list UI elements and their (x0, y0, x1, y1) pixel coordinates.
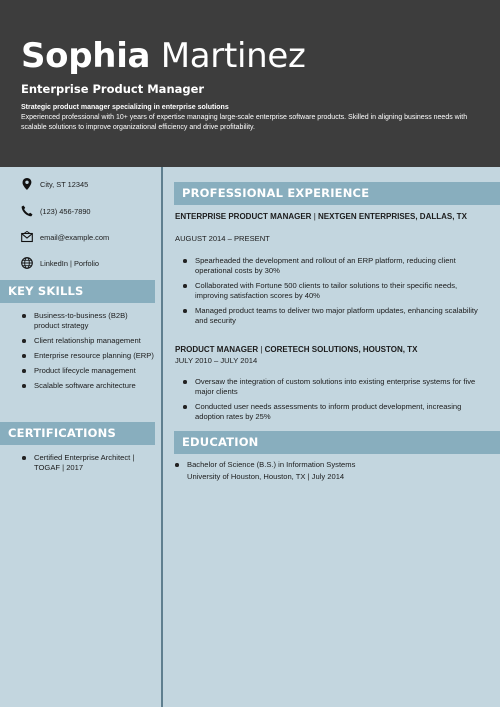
phone-text: (123) 456-7890 (40, 206, 91, 216)
job-bullet: Spearheaded the development and rollout of an ERP platform, reducing client operational costs by 30% (183, 256, 483, 276)
job-bullet: Managed product teams to deliver two major platform updates, enhancing scalability and security (183, 306, 483, 326)
certification-item: Certified Enterprise Architect | TOGAF | 2017 (22, 453, 154, 473)
resume-header (0, 0, 500, 167)
job-bullet: Conducted user needs assessments to inform product development, increasing adoption rates by 25% (183, 402, 483, 422)
job-bullet: Collaborated with Fortune 500 clients to tailor solutions to their specific needs, improving satisfaction scores by 40% (183, 281, 483, 301)
email-icon (21, 231, 33, 243)
degree-text: Bachelor of Science (B.S.) in Information Systems (175, 459, 475, 471)
skills-heading: KEY SKILLS (0, 280, 155, 303)
certifications-heading: CERTIFICATIONS (0, 422, 155, 445)
location-pin-icon (21, 178, 33, 190)
candidate-name (21, 36, 306, 76)
phone-icon (21, 205, 33, 217)
contact-email[interactable] (21, 230, 109, 244)
job-company: CORETECH SOLUTIONS, HOUSTON, TX (264, 345, 418, 354)
skill-item: Business-to-business (B2B) product strategy (22, 311, 154, 331)
job-title: PRODUCT MANAGER (175, 345, 259, 354)
job-heading (175, 345, 480, 355)
location-text: City, ST 12345 (40, 179, 89, 189)
job-bullets (183, 377, 483, 427)
job-title: Enterprise Product Manager (21, 82, 205, 96)
job-company: NEXTGEN ENTERPRISES, DALLAS, TX (318, 212, 467, 221)
column-divider (161, 167, 163, 707)
globe-icon (21, 257, 33, 269)
links-text[interactable]: LinkedIn | Porfolio (40, 258, 100, 268)
skill-item: Client relationship management (22, 336, 154, 346)
certifications-list (22, 453, 154, 478)
skill-item: Product lifecycle management (22, 366, 154, 376)
email-text[interactable]: email@example.com (40, 232, 110, 242)
skill-item: Enterprise resource planning (ERP) (22, 351, 154, 361)
job-bullet: Oversaw the integration of custom solutions into existing enterprise systems for five major clients (183, 377, 483, 397)
job-bullets (183, 256, 483, 331)
education-entry (175, 459, 475, 483)
job-dates: JULY 2010 – JULY 2014 (175, 356, 258, 365)
first-name: Sophia (21, 36, 151, 76)
job-dates: AUGUST 2014 – PRESENT (175, 234, 270, 243)
school-text: University of Houston, Houston, TX | July 2014 (187, 472, 345, 481)
skills-list (22, 311, 154, 396)
job-heading (175, 212, 480, 222)
contact-links[interactable] (21, 256, 99, 270)
separator: | (260, 345, 263, 354)
experience-heading: PROFESSIONAL EXPERIENCE (174, 182, 500, 205)
contact-phone (21, 204, 91, 218)
education-heading: EDUCATION (174, 431, 500, 454)
contact-location (21, 177, 88, 191)
skill-item: Scalable software architecture (22, 381, 154, 391)
summary-text: Experienced professional with 10+ years of expertise managing large-scale enterprise software products. Skilled in aligning business needs with scalable solutions to improve organizational efficiency and drive profitability. (21, 114, 468, 131)
job-title: ENTERPRISE PRODUCT MANAGER (175, 212, 312, 221)
last-name: Martinez (160, 36, 306, 76)
separator: | (313, 212, 316, 221)
summary-heading: Strategic product manager specializing in enterprise solutions (21, 104, 229, 111)
